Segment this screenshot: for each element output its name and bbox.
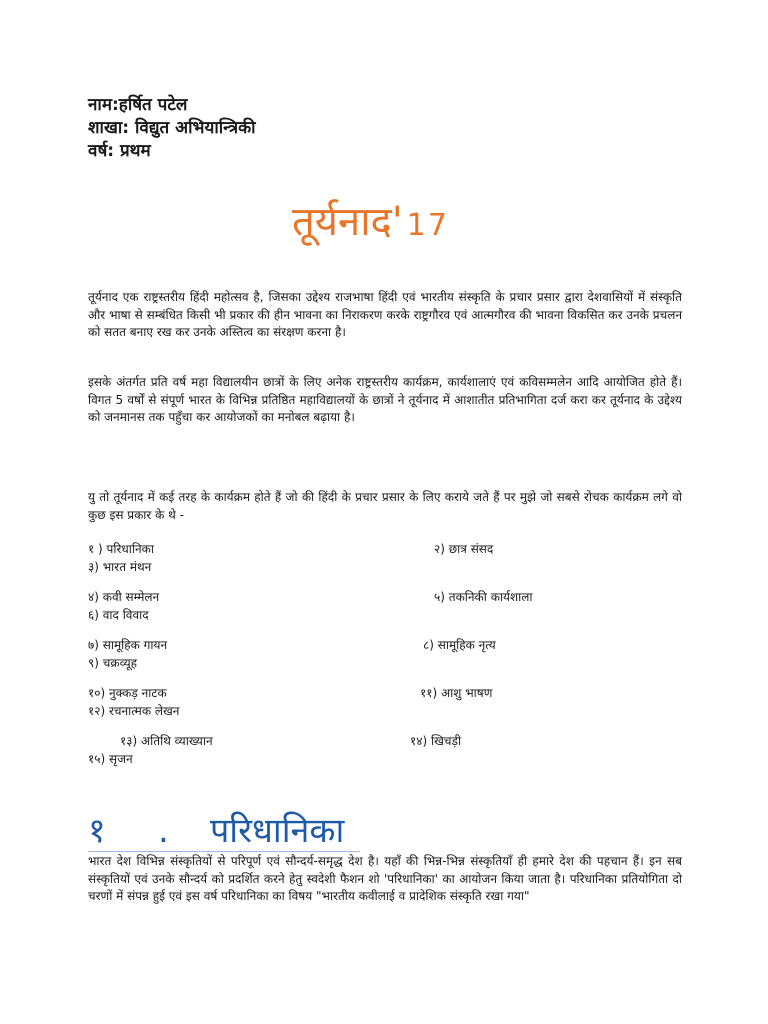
section-heading (88, 808, 344, 854)
program-group (88, 636, 688, 672)
section-paragraph: भारत देश विभिन्न संस्कृतियों से परिपूर्ण एवं सौन्दर्य-समृद्ध देश है। यहाँ की भिन्न-भिन्न संस्कृतियाँ ही हमारे देश की पहचान हैं। इन सब संस्कृतियों एवं उनके सौन्दर्य को प्रदर्शित करने हेतु स्वदेशी फैशन शो 'परिधानिका' का आयोजन किया जाता है। परिधानिका प्रतियोगिता दो चरणों में संपन्न हुई एवं इस वर्ष परिधानिका का विषय "भारतीय कवीलाई व प्रादेशिक संस्कृति रखा गया" (88, 854, 682, 903)
program-item: ९) चक्रव्यूह (88, 656, 138, 670)
program-item: ७) सामूहिक गायन (88, 638, 168, 652)
program-group (88, 684, 688, 720)
intro-paragraph: तूर्यनाद एक राष्ट्रस्तरीय हिंदी महोत्सव है, जिसका उद्देश्य राजभाषा हिंदी एवं भारतीय संस्कृति के प्रचार प्रसार द्वारा देशवासियों में संस्कृति और भाषा से सम्बंधित किसी भी प्रकार की हीन भावना का निराकरण करके राष्ट्रगौरव एवं आत्मगौरव की भावना विकसित कर उनके प्रचलन को सतत बनाए रख कर उनके अस्तित्व का संरक्षण करना है। (88, 290, 682, 339)
program-item: ५) तकनिकी कार्यशाला (434, 590, 533, 604)
section-number: १ (88, 811, 106, 851)
program-item: १५) सृजन (88, 752, 133, 766)
program-item: १२) रचनात्मक लेखन (88, 704, 180, 718)
program-list (88, 540, 688, 780)
author-year: वर्ष: प्रथम (88, 141, 151, 161)
program-item: ६) वाद विवाद (88, 608, 149, 622)
author-name: नाम:हर्षित पटेल (88, 95, 188, 115)
program-item: १ ) परिधानिका (88, 542, 154, 556)
programs-intro-paragraph: यु तो तूर्यनाद में कई तरह के कार्यक्रम होते हैं जो की हिंदी के प्रचार प्रसार के लिए कराये जते हैं पर मुझे जो सबसे रोचक कार्यक्रम लगे वो कुछ इस प्रकार के थे - (88, 490, 682, 522)
program-item: ४) कवी सम्मेलन (88, 590, 160, 604)
program-item: ८) सामूहिक नृत्य (423, 638, 496, 652)
program-item: ३) भारत मंथन (88, 560, 152, 574)
page-title (292, 196, 449, 256)
program-item: १३) अतिथि व्याख्यान (120, 734, 213, 748)
program-group (88, 588, 688, 624)
section-dot: . (158, 811, 169, 851)
section-underline (88, 851, 360, 852)
program-item: १०) नुक्कड़ नाटक (88, 686, 167, 700)
program-group (88, 732, 688, 768)
section-title: परिधानिका (210, 811, 345, 851)
program-item: २) छात्र संसद (434, 542, 494, 556)
program-group (88, 540, 688, 576)
events-paragraph: इसके अंतर्गत प्रति वर्ष महा विद्यालयीन छात्रों के लिए अनेक राष्ट्रस्तरीय कार्यक्रम, कार्यशालाएं एवं कविसम्मलेन आदि आयोजित होते हैं। विगत 5 वर्षों से संपूर्ण भारत के विभिन्न प्रतिष्ठित महाविद्यालयों के छात्रों ने तूर्यनाद में आशातीत प्रतिभागिता दर्ज करा कर तूर्यनाद के उद्देश्य को जनमानस तक पहुँचा कर आयोजकों का मनोबल बढ़ाया है। (88, 375, 682, 424)
author-branch: शाखा: विद्युत अभियान्त्रिकी (88, 118, 256, 138)
title-number: 17 (406, 208, 449, 243)
author-info (88, 94, 256, 163)
title-word: तूर्यनाद' (292, 199, 403, 245)
program-item: १४) खिचड़ी (410, 734, 462, 748)
program-item: ११) आशु भाषण (420, 686, 493, 700)
